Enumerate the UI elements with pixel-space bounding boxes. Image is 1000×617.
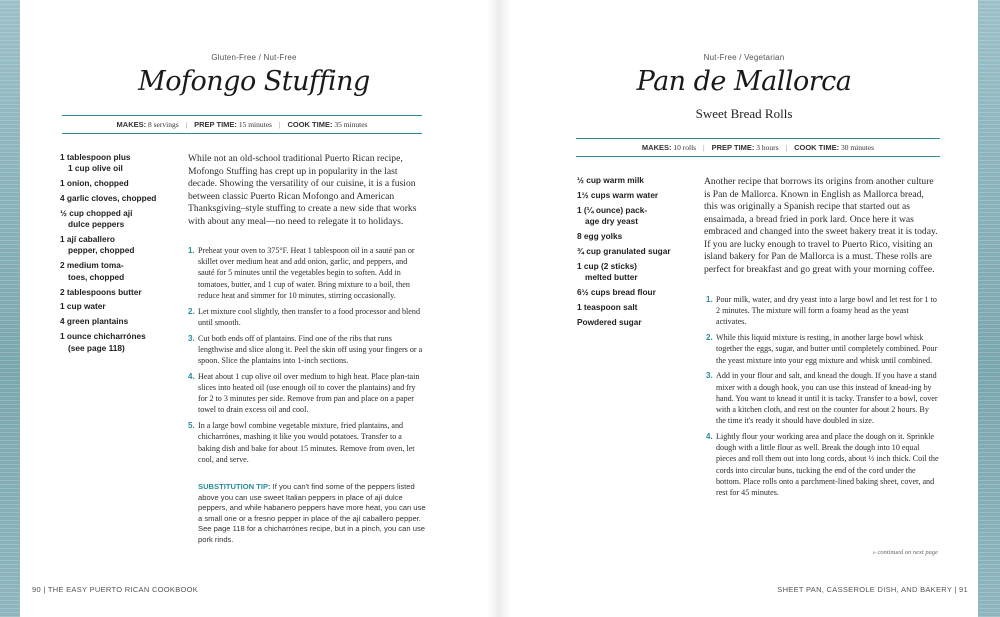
makes-value: 8 servings xyxy=(148,120,179,129)
ingredient-item: 1 (¼ ounce) pack- age dry yeast xyxy=(577,204,648,227)
ingredient-item: 4 green plantains xyxy=(60,316,129,327)
recipe-intro: While not an old-school traditional Puerto Rican recipe, Mofongo Stuffing has crept up in popularity in the last decade. Showing the versatility of our cuisine, it is a fusion between classic Puerto Rican Mofongo and American Thanksgiving–style stuffing to create a new side that works with about any meal—no need to relegate it to holidays. xyxy=(188,153,417,227)
recipe-intro: Another recipe that borrows its origins from another culture is Pan de Mallorca. Known in English as Mallorca bread, this was originally a Spanish recipe that started out as ensaimada, a bread fried in pork lard. Once here it was embraced and changed into the sweet bakery treat it is today. If you are lucky enough to travel to Puerto Rico, visiting an island bakery for Pan de Mallorca is a must. These rolls are perfect for breakfast and go great with your morning coffee. xyxy=(704,176,938,275)
prep-value: 3 hours xyxy=(756,143,779,152)
step-list xyxy=(188,245,424,470)
diet-labels: Nut-Free / Vegetarian xyxy=(703,53,785,62)
right-page xyxy=(510,0,978,617)
ingredient-item: 1 cup (2 sticks) melted butter xyxy=(577,260,638,283)
step-item: 1. Preheat your oven to 375°F. Heat 1 tablespoon oil in a sauté pan or skillet over medium heat and add onion, garlic, and peppers, and sauté for 5 minutes until the vegetables begin to soften. Add in tomatoes, butter, and 1 cup of water. Bring mixture to a boil, then reduce heat and simmer for 10 minutes, stirring occasionally. xyxy=(188,246,415,300)
ingredient-item: 1 cup water xyxy=(60,301,106,312)
page-edge-right xyxy=(978,0,1000,617)
ingredient-item: 8 egg yolks xyxy=(577,230,623,241)
ingredient-item: 1 teaspoon salt xyxy=(577,301,638,312)
cook-value: 30 minutes xyxy=(840,143,875,152)
step-item: 4. Heat about 1 cup olive oil over medium to high heat. Place plan-tain slices into heated oil (use enough oil to cover the plantains) and fry for 2 to 3 minutes per side. Remove from pan and place on a paper towel to drain excess oil and cool. xyxy=(188,371,420,415)
ingredient-item: 4 garlic cloves, chopped xyxy=(60,193,157,204)
substitution-tip: SUBSTITUTION TIP: If you can't find some of the peppers listed above you can use sweet Italian peppers in place of ají dulce peppers, and while habanero peppers have more heat, you can use a small one or a fresno pepper in place of the ají caballero pepper. See page 118 for a chicharrónes recipe, but in a pinch, you can use pork rinds. xyxy=(198,482,426,544)
ingredient-item: ½ cup warm milk xyxy=(577,175,644,185)
prep-label: PREP TIME: xyxy=(194,120,237,129)
makes-label: MAKES: xyxy=(116,120,147,129)
step-item: 5. In a large bowl combine vegetable mixture, fried plantains, and chicharrónes, mashing it like you would potatoes. Transfer to a baking dish and bake for about 15 minutes. Remove from oven, let cool, and serve. xyxy=(188,421,415,464)
ingredient-item: ½ cup chopped ají dulce peppers xyxy=(60,207,133,230)
cook-value: 35 minutes xyxy=(334,120,368,129)
ingredient-item: 1 tablespoon plus 1 cup olive oil xyxy=(60,152,131,174)
cook-label: COOK TIME: xyxy=(287,120,333,129)
page-edge-left xyxy=(0,0,20,617)
step-item: 1. Pour milk, water, and dry yeast into a large bowl and let rest for 1 to 2 minutes. The mixture will form a foamy head as the yeast activates. xyxy=(706,295,937,327)
makes-label: MAKES: xyxy=(641,143,672,152)
recipe-subtitle: Sweet Bread Rolls xyxy=(695,106,793,121)
book-gutter xyxy=(488,0,510,617)
ingredient-list xyxy=(577,175,697,332)
prep-value: 15 minutes xyxy=(238,120,272,129)
continued-note: » continued on next page xyxy=(872,549,938,556)
step-list xyxy=(706,294,940,503)
step-item: 3. Cut both ends off of plantains. Find one of the ribs that runs lengthwise and slice along it. Peel the skin off using your fingers or a spoon. Slice the plantains into 1-inch sections. xyxy=(188,333,423,366)
footer-right: SHEET PAN, CASSEROLE DISH, AND BAKERY | 91 xyxy=(777,585,968,594)
prep-label: PREP TIME: xyxy=(711,143,755,152)
ingredient-item: 2 tablespoons butter xyxy=(60,286,142,297)
step-item: 4. Lightly flour your working area and place the dough on it. Sprinkle dough with a little flour as well. Break the dough into 10 equal pieces and roll them out into long cords, about ½ inch thick. Coil the cords into circular buns, tucking the end of the cord under the bottom. Place rolls onto a parchment-lined baking sheet, cover, and rest for 45 minutes. xyxy=(706,432,939,498)
step-item: 2. Let mixture cool slightly, then transfer to a food processor and blend until smooth. xyxy=(188,306,420,327)
step-item: 3. Add in your flour and salt, and knead the dough. If you have a stand mixer with a dough hook, you can use this instead of knead-ing by hand. You want to knead it until it is tacky. Transfer to a bowl, cover with a kitchen cloth, and rest on the counter for about 2 hours. By the time it's ready it should have doubled in size. xyxy=(706,371,938,426)
left-page xyxy=(20,0,488,617)
footer-left: 90 | THE EASY PUERTO RICAN COOKBOOK xyxy=(32,585,199,594)
time-bar: MAKES: 10 rolls | PREP TIME: 3 hours | COOK TIME: 30 minutes xyxy=(576,138,940,157)
ingredient-list xyxy=(60,152,180,357)
ingredient-item: 1 ounce chicharrónes (see page 118) xyxy=(60,331,146,353)
ingredient-item: 1 onion, chopped xyxy=(60,178,129,189)
time-bar: MAKES: 8 servings | PREP TIME: 15 minutes | COOK TIME: 35 minutes xyxy=(62,115,422,134)
ingredient-item: 1 ají caballero pepper, chopped xyxy=(60,234,135,256)
ingredient-item: Powdered sugar xyxy=(577,316,642,327)
recipe-title: Mofongo Stuffing xyxy=(138,66,370,97)
ingredient-item: 6½ cups bread flour xyxy=(577,286,656,297)
ingredient-item: ¾ cup granulated sugar xyxy=(577,245,671,256)
makes-value: 10 rolls xyxy=(673,143,697,152)
diet-labels: Gluten-Free / Nut-Free xyxy=(211,53,297,62)
recipe-title: Pan de Mallorca xyxy=(636,66,852,97)
ingredient-item: 2 medium toma- toes, chopped xyxy=(60,260,125,282)
cook-label: COOK TIME: xyxy=(794,143,840,152)
ingredient-item: 1½ cups warm water xyxy=(577,189,659,200)
step-item: 2. While this liquid mixture is resting, in another large bowl whisk together the eggs, sugar, and butter until completely combined. Pour the yeast mixture into your egg mixture and whisk until combined. xyxy=(706,333,938,365)
